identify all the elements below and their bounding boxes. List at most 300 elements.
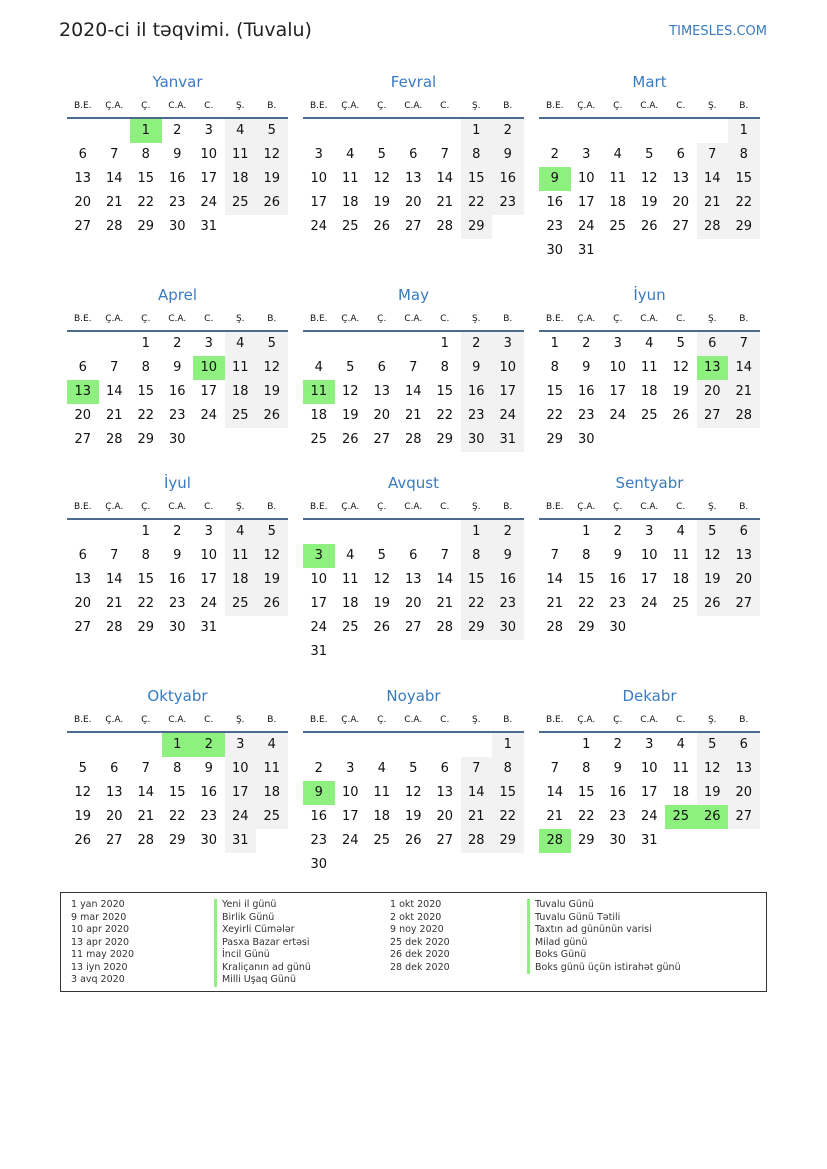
day-cell: 30 xyxy=(200,833,218,848)
empty-cell xyxy=(366,520,398,544)
empty-cell xyxy=(67,733,99,757)
day-cell: 24 xyxy=(492,404,524,428)
empty-cell xyxy=(571,119,603,143)
day-cell: 22 xyxy=(492,805,524,829)
day-cell: 9 xyxy=(582,360,591,375)
empty-cell xyxy=(398,520,430,544)
day-cell: 14 xyxy=(546,572,564,587)
day-grid xyxy=(303,119,524,239)
day-cell: 10 xyxy=(310,572,328,587)
day-cell: 26 xyxy=(697,592,729,616)
day-cell: 7 xyxy=(110,360,119,375)
day-cell: 24 xyxy=(310,219,328,234)
day-cell: 25 xyxy=(341,219,359,234)
holiday-date: 1 yan 2020 xyxy=(71,899,125,910)
day-cell: 21 xyxy=(697,191,729,215)
day-cell: 2 xyxy=(173,336,182,351)
holiday-name: Xeyirli Cümələr xyxy=(214,924,311,937)
weekday-label: C. xyxy=(440,715,450,725)
month-noyabr xyxy=(303,684,524,877)
month-avqust xyxy=(303,471,524,664)
month-name: Mart xyxy=(632,73,667,91)
month-name: İyul xyxy=(164,474,191,492)
holiday-day: 9 xyxy=(539,167,571,191)
day-cell: 16 xyxy=(577,384,595,399)
weekday-label: Ş. xyxy=(471,101,481,111)
day-cell: 3 xyxy=(645,524,654,539)
empty-cell xyxy=(398,733,430,757)
holiday-name: Tuvalu Günü Tətili xyxy=(527,912,681,925)
day-cell: 8 xyxy=(582,548,591,563)
day-cell: 23 xyxy=(168,195,186,210)
day-cell: 14 xyxy=(436,572,454,587)
day-grid xyxy=(67,520,288,640)
day-cell: 18 xyxy=(373,809,391,824)
weekday-label: Ç. xyxy=(377,101,387,111)
day-cell: 17 xyxy=(609,384,627,399)
weekday-label: B. xyxy=(267,101,277,111)
day-cell: 17 xyxy=(492,380,524,404)
month-name: Noyabr xyxy=(386,687,441,705)
day-cell: 26 xyxy=(373,219,391,234)
day-cell: 9 xyxy=(492,143,524,167)
day-cell: 11 xyxy=(672,761,690,776)
day-cell: 30 xyxy=(609,620,627,635)
day-cell: 7 xyxy=(409,360,418,375)
weekday-label: B. xyxy=(739,715,749,725)
day-cell: 25 xyxy=(225,592,257,616)
day-cell: 27 xyxy=(728,805,760,829)
day-cell: 27 xyxy=(74,432,92,447)
day-cell: 8 xyxy=(141,360,150,375)
day-cell: 21 xyxy=(461,805,493,829)
empty-cell xyxy=(539,733,571,757)
day-cell: 28 xyxy=(697,215,729,239)
day-cell: 19 xyxy=(404,809,422,824)
holiday-date: 28 dek 2020 xyxy=(390,961,450,973)
day-cell: 31 xyxy=(577,243,595,258)
day-cell: 4 xyxy=(676,524,685,539)
day-cell: 23 xyxy=(168,596,186,611)
month-name: Sentyabr xyxy=(615,474,684,492)
day-cell: 24 xyxy=(225,805,257,829)
empty-cell xyxy=(130,733,162,757)
weekday-label: Ç. xyxy=(613,502,623,512)
day-cell: 5 xyxy=(256,332,288,356)
empty-cell xyxy=(303,520,335,544)
day-cell: 19 xyxy=(640,195,658,210)
day-cell: 21 xyxy=(436,596,454,611)
day-cell: 7 xyxy=(461,757,493,781)
day-cell: 8 xyxy=(173,761,182,776)
holiday-name: Milli Uşaq Günü xyxy=(214,974,311,987)
day-cell: 3 xyxy=(314,147,323,162)
day-cell: 21 xyxy=(105,195,123,210)
weekday-label: C.A. xyxy=(168,101,187,111)
day-cell: 22 xyxy=(137,195,155,210)
weekday-label: B. xyxy=(267,502,277,512)
day-cell: 7 xyxy=(440,548,449,563)
day-cell: 14 xyxy=(728,356,760,380)
day-cell: 19 xyxy=(256,167,288,191)
day-cell: 28 xyxy=(436,219,454,234)
empty-cell xyxy=(697,119,729,143)
weekday-label: Ç.A. xyxy=(105,502,124,512)
day-cell: 7 xyxy=(697,143,729,167)
day-cell: 21 xyxy=(546,596,564,611)
day-cell: 11 xyxy=(672,548,690,563)
holiday-date: 26 dek 2020 xyxy=(390,949,450,960)
day-cell: 25 xyxy=(640,408,658,423)
day-cell: 1 xyxy=(582,524,591,539)
day-cell: 6 xyxy=(377,360,386,375)
day-cell: 28 xyxy=(436,620,454,635)
day-cell: 4 xyxy=(676,737,685,752)
day-cell: 2 xyxy=(314,761,323,776)
day-cell: 9 xyxy=(173,548,182,563)
day-cell: 15 xyxy=(137,171,155,186)
day-cell: 18 xyxy=(640,384,658,399)
day-cell: 27 xyxy=(404,620,422,635)
day-cell: 16 xyxy=(200,785,218,800)
weekday-label: B. xyxy=(739,314,749,324)
day-cell: 17 xyxy=(225,781,257,805)
weekday-label: B.E. xyxy=(309,502,328,512)
day-cell: 8 xyxy=(550,360,559,375)
day-cell: 26 xyxy=(373,620,391,635)
holiday-name: Tuvalu Günü xyxy=(527,899,681,912)
empty-cell xyxy=(67,520,99,544)
day-cell: 11 xyxy=(341,572,359,587)
day-grid xyxy=(67,733,288,853)
empty-cell xyxy=(602,119,634,143)
day-cell: 2 xyxy=(550,147,559,162)
empty-cell xyxy=(99,332,131,356)
holiday-name: Boks günü üçün istirahət günü xyxy=(527,962,681,975)
day-cell: 5 xyxy=(78,761,87,776)
weekday-label: Ş. xyxy=(707,502,717,512)
empty-cell xyxy=(366,733,398,757)
day-cell: 9 xyxy=(204,761,213,776)
day-cell: 26 xyxy=(74,833,92,848)
day-cell: 6 xyxy=(728,733,760,757)
month-i̇yun xyxy=(539,283,760,452)
day-cell: 3 xyxy=(204,336,213,351)
brand-link[interactable]: TIMESLES.COM xyxy=(669,24,767,39)
day-cell: 21 xyxy=(105,596,123,611)
day-cell: 9 xyxy=(461,356,493,380)
day-cell: 15 xyxy=(577,572,595,587)
day-cell: 11 xyxy=(640,360,658,375)
day-cell: 20 xyxy=(74,408,92,423)
day-cell: 15 xyxy=(137,572,155,587)
day-cell: 6 xyxy=(78,548,87,563)
day-cell: 14 xyxy=(105,384,123,399)
day-cell: 9 xyxy=(173,147,182,162)
holiday-name: Boks Günü xyxy=(527,949,681,962)
day-cell: 12 xyxy=(373,572,391,587)
day-cell: 4 xyxy=(256,733,288,757)
day-cell: 22 xyxy=(577,596,595,611)
day-cell: 29 xyxy=(436,432,454,447)
empty-cell xyxy=(539,119,571,143)
day-cell: 24 xyxy=(200,408,218,423)
day-cell: 22 xyxy=(168,809,186,824)
day-cell: 1 xyxy=(440,336,449,351)
day-cell: 5 xyxy=(697,733,729,757)
day-cell: 24 xyxy=(577,219,595,234)
day-cell: 16 xyxy=(310,809,328,824)
day-cell: 5 xyxy=(409,761,418,776)
day-cell: 14 xyxy=(436,171,454,186)
day-cell: 2 xyxy=(613,524,622,539)
weekday-label: Ş. xyxy=(707,715,717,725)
weekday-header xyxy=(303,495,524,520)
weekday-label: B.E. xyxy=(309,101,328,111)
day-cell: 22 xyxy=(546,408,564,423)
day-cell: 15 xyxy=(577,785,595,800)
day-cell: 30 xyxy=(609,833,627,848)
day-cell: 12 xyxy=(256,143,288,167)
day-cell: 30 xyxy=(492,616,524,640)
day-cell: 11 xyxy=(256,757,288,781)
day-cell: 17 xyxy=(310,195,328,210)
month-aprel xyxy=(67,283,288,452)
weekday-label: C.A. xyxy=(404,314,423,324)
day-cell: 18 xyxy=(225,380,257,404)
day-cell: 27 xyxy=(728,592,760,616)
day-cell: 26 xyxy=(256,191,288,215)
day-cell: 31 xyxy=(225,829,257,853)
day-cell: 28 xyxy=(105,219,123,234)
day-cell: 30 xyxy=(310,857,328,872)
empty-cell xyxy=(303,332,335,356)
weekday-header xyxy=(539,307,760,332)
weekday-label: Ş. xyxy=(471,715,481,725)
weekday-header xyxy=(67,708,288,733)
weekday-label: Ş. xyxy=(707,101,717,111)
day-cell: 30 xyxy=(168,219,186,234)
day-cell: 30 xyxy=(168,432,186,447)
day-cell: 16 xyxy=(168,572,186,587)
day-cell: 26 xyxy=(341,432,359,447)
day-cell: 12 xyxy=(341,384,359,399)
day-cell: 7 xyxy=(550,548,559,563)
day-cell: 23 xyxy=(310,833,328,848)
day-cell: 20 xyxy=(373,408,391,423)
day-cell: 23 xyxy=(461,404,493,428)
day-cell: 29 xyxy=(728,215,760,239)
day-cell: 7 xyxy=(728,332,760,356)
day-cell: 23 xyxy=(577,408,595,423)
day-cell: 17 xyxy=(640,785,658,800)
day-cell: 21 xyxy=(728,380,760,404)
weekday-label: C. xyxy=(440,314,450,324)
weekday-label: C. xyxy=(440,101,450,111)
weekday-label: C. xyxy=(676,715,686,725)
day-cell: 10 xyxy=(577,171,595,186)
day-cell: 2 xyxy=(492,520,524,544)
day-cell: 12 xyxy=(697,757,729,781)
day-cell: 17 xyxy=(310,596,328,611)
empty-cell xyxy=(335,733,367,757)
weekday-label: B. xyxy=(739,502,749,512)
weekday-label: B.E. xyxy=(309,314,328,324)
day-cell: 16 xyxy=(168,171,186,186)
day-cell: 22 xyxy=(137,596,155,611)
weekday-label: C.A. xyxy=(640,101,659,111)
weekday-label: Ç.A. xyxy=(105,314,124,324)
day-cell: 12 xyxy=(74,785,92,800)
day-cell: 28 xyxy=(404,432,422,447)
day-cell: 3 xyxy=(582,147,591,162)
holiday-name: Yeni il günü xyxy=(214,899,311,912)
day-cell: 30 xyxy=(461,428,493,452)
day-cell: 22 xyxy=(436,408,454,423)
empty-cell xyxy=(335,119,367,143)
day-grid xyxy=(67,332,288,452)
weekday-label: Ş. xyxy=(235,715,245,725)
weekday-header xyxy=(539,495,760,520)
day-cell: 31 xyxy=(200,620,218,635)
weekday-label: C. xyxy=(204,715,214,725)
day-cell: 25 xyxy=(225,404,257,428)
day-cell: 6 xyxy=(728,520,760,544)
holiday-date: 25 dek 2020 xyxy=(390,936,450,948)
empty-cell xyxy=(99,733,131,757)
weekday-label: Ç. xyxy=(377,502,387,512)
day-cell: 4 xyxy=(645,336,654,351)
day-cell: 18 xyxy=(341,195,359,210)
day-grid xyxy=(539,733,760,853)
weekday-label: B.E. xyxy=(545,101,564,111)
day-cell: 27 xyxy=(373,432,391,447)
day-cell: 19 xyxy=(256,380,288,404)
day-cell: 27 xyxy=(74,620,92,635)
day-cell: 16 xyxy=(609,572,627,587)
day-cell: 21 xyxy=(105,408,123,423)
day-cell: 13 xyxy=(404,171,422,186)
day-cell: 9 xyxy=(173,360,182,375)
day-cell: 6 xyxy=(78,360,87,375)
day-cell: 26 xyxy=(256,404,288,428)
day-cell: 18 xyxy=(310,408,328,423)
weekday-label: Ç.A. xyxy=(577,502,596,512)
day-cell: 7 xyxy=(110,548,119,563)
weekday-header xyxy=(67,307,288,332)
day-cell: 14 xyxy=(105,171,123,186)
month-dekabr xyxy=(539,684,760,853)
month-name: May xyxy=(397,286,429,304)
holiday-day: 11 xyxy=(303,380,335,404)
day-cell: 11 xyxy=(373,785,391,800)
day-cell: 22 xyxy=(461,592,493,616)
day-cell: 24 xyxy=(640,809,658,824)
day-cell: 29 xyxy=(546,432,564,447)
day-cell: 15 xyxy=(546,384,564,399)
day-cell: 23 xyxy=(546,219,564,234)
holiday-day: 13 xyxy=(67,380,99,404)
day-cell: 17 xyxy=(577,195,595,210)
day-cell: 18 xyxy=(609,195,627,210)
day-cell: 5 xyxy=(645,147,654,162)
day-cell: 22 xyxy=(728,191,760,215)
day-cell: 18 xyxy=(225,167,257,191)
weekday-label: C.A. xyxy=(404,101,423,111)
day-grid xyxy=(539,520,760,640)
day-cell: 14 xyxy=(404,384,422,399)
empty-cell xyxy=(366,119,398,143)
holiday-day: 1 xyxy=(130,119,162,143)
weekday-label: C.A. xyxy=(640,314,659,324)
weekday-label: C.A. xyxy=(168,314,187,324)
day-cell: 9 xyxy=(613,548,622,563)
day-cell: 27 xyxy=(74,219,92,234)
day-cell: 25 xyxy=(609,219,627,234)
day-cell: 17 xyxy=(640,572,658,587)
day-cell: 5 xyxy=(256,520,288,544)
weekday-label: C. xyxy=(440,502,450,512)
month-mart xyxy=(539,70,760,263)
weekday-label: B.E. xyxy=(73,101,92,111)
weekday-label: B.E. xyxy=(309,715,328,725)
day-cell: 21 xyxy=(436,195,454,210)
day-cell: 11 xyxy=(225,356,257,380)
holiday-day: 3 xyxy=(303,544,335,568)
day-cell: 13 xyxy=(436,785,454,800)
day-cell: 24 xyxy=(341,833,359,848)
day-cell: 4 xyxy=(225,119,257,143)
day-cell: 28 xyxy=(105,620,123,635)
day-cell: 5 xyxy=(377,147,386,162)
holiday-date: 13 apr 2020 xyxy=(71,936,130,948)
day-cell: 5 xyxy=(346,360,355,375)
weekday-label: B.E. xyxy=(73,314,92,324)
day-cell: 12 xyxy=(672,360,690,375)
weekday-label: Ç.A. xyxy=(105,715,124,725)
day-cell: 4 xyxy=(225,520,257,544)
weekday-label: Ç.A. xyxy=(341,715,360,725)
holiday-name: Kraliçanın ad günü xyxy=(214,962,311,975)
empty-cell xyxy=(634,119,666,143)
day-cell: 23 xyxy=(200,809,218,824)
day-cell: 12 xyxy=(256,356,288,380)
day-cell: 23 xyxy=(609,596,627,611)
day-cell: 28 xyxy=(546,620,564,635)
weekday-label: Ç. xyxy=(141,314,151,324)
day-cell: 19 xyxy=(697,781,729,805)
day-cell: 29 xyxy=(137,432,155,447)
day-cell: 19 xyxy=(672,384,690,399)
day-cell: 9 xyxy=(492,544,524,568)
holiday-date: 13 iyn 2020 xyxy=(71,961,128,973)
day-cell: 25 xyxy=(341,620,359,635)
day-cell: 7 xyxy=(141,761,150,776)
day-cell: 2 xyxy=(461,332,493,356)
day-cell: 13 xyxy=(74,572,92,587)
holiday-date: 9 mar 2020 xyxy=(71,911,127,923)
day-cell: 18 xyxy=(256,781,288,805)
day-cell: 7 xyxy=(440,147,449,162)
month-name: Fevral xyxy=(390,73,437,91)
day-cell: 7 xyxy=(110,147,119,162)
day-cell: 3 xyxy=(613,336,622,351)
weekday-label: B. xyxy=(739,101,749,111)
holiday-date: 2 okt 2020 xyxy=(390,911,442,923)
day-cell: 31 xyxy=(200,219,218,234)
weekday-label: Ç.A. xyxy=(105,101,124,111)
holiday-name: Pasxa Bazar ertəsi xyxy=(214,937,311,950)
